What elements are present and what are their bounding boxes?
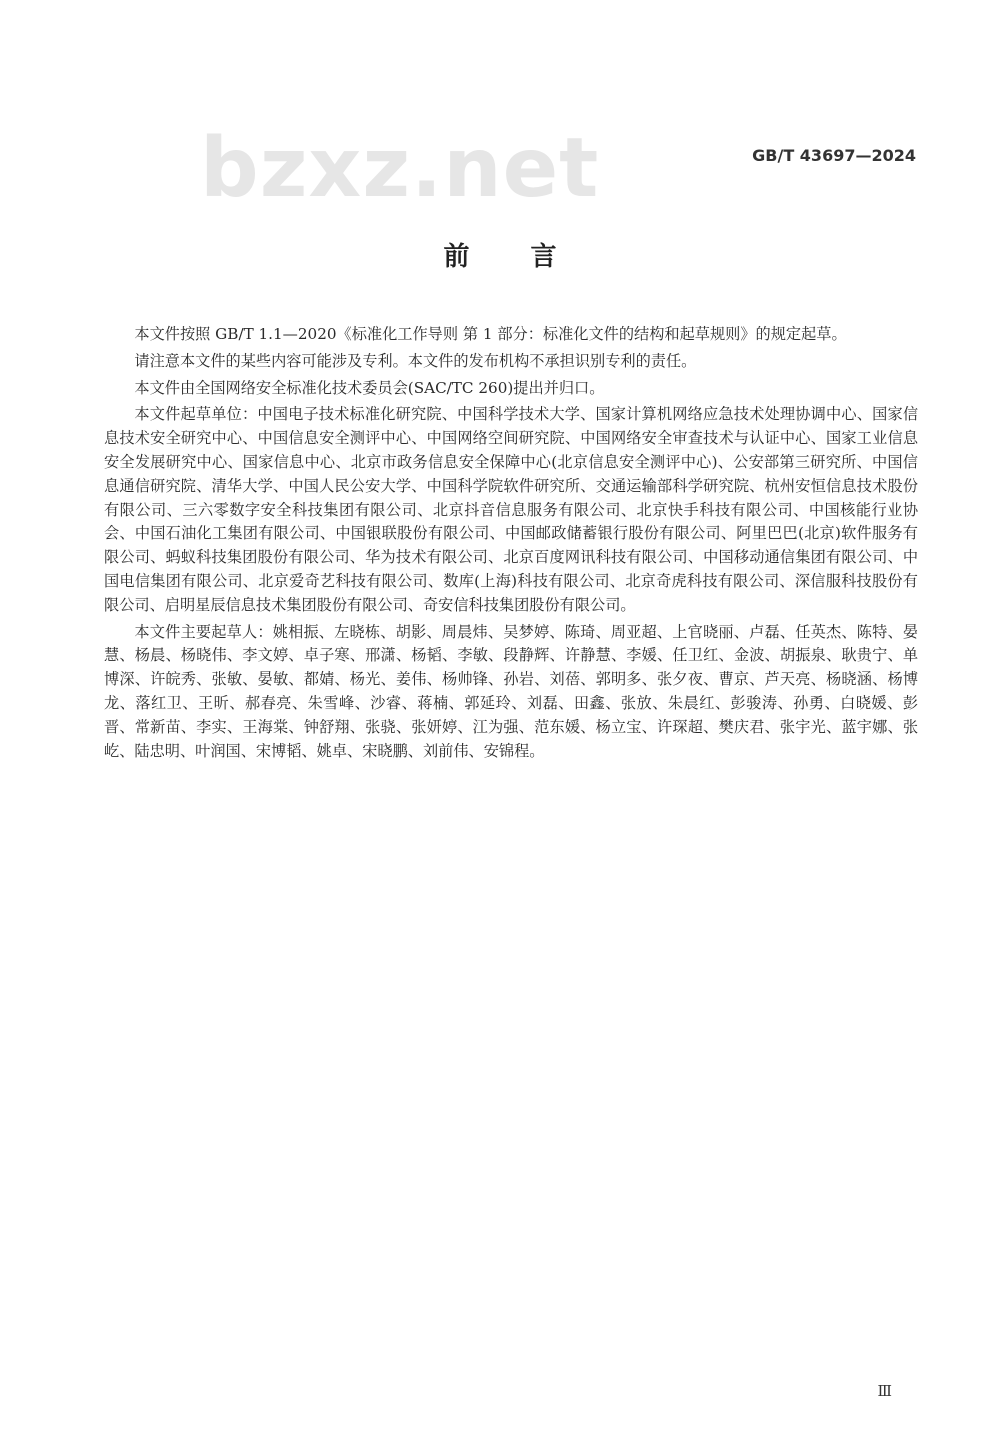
paragraph-patent-notice: 请注意本文件的某些内容可能涉及专利。本文件的发布机构不承担识别专利的责任。	[134, 351, 697, 370]
paragraph-drafting-units: 本文件起草单位：中国电子技术标准化研究院、中国科学技术大学、国家计算机网络应急技术处理协调中心、国家信息技术安全研究中心、中国信息安全测评中心、中国网络空间研究院、中国网络安全审查技术与认证中心、国家工业信息安全发展研究中心、国家信息中心、北京市政务信息安全保障中心(北京信息安全测评中心)、公安部第三研究所、中国信息通信研究院、清华大学、中国人民公安大学、中国科学院软件研究所、交通运输部科学研究院、杭州安恒信息技术股份有限公司、三六零数字安全科技集团有限公司、北京抖音信息服务有限公司、北京快手科技有限公司、中国核能行业协会、中国石油化工集团有限公司、中国银联股份有限公司、中国邮政储蓄银行股份有限公司、阿里巴巴(北京)软件服务有限公司、蚂蚁科技集团股份有限公司、华为技术有限公司、北京百度网讯科技有限公司、中国移动通信集团有限公司、中国电信集团有限公司、北京爱奇艺科技有限公司、数库(上海)科技有限公司、北京奇虎科技有限公司、深信服科技股份有限公司、启明星辰信息技术集团股份有限公司、奇安信科技集团股份有限公司。	[104, 405, 918, 614]
page-title: 前 言	[443, 242, 583, 272]
paragraph-drafting-rules: 本文件按照 GB/T 1.1—2020《标准化工作导则 第 1 部分：标准化文件的结构和起草规则》的规定起草。	[134, 325, 847, 343]
paragraph-drafters: 本文件主要起草人：姚相振、左晓栋、胡影、周晨炜、吴梦婷、陈琦、周亚超、上官晓丽、卢磊、任英杰、陈特、晏慧、杨晨、杨晓伟、李文婷、卓子寒、邢潇、杨韬、李敏、段静辉、许静慧、李媛、任卫红、金波、胡振泉、耿贵宁、单博深、许皖秀、张敏、晏敏、都婧、杨光、姜伟、杨帅锋、孙岩、刘蓓、郭明多、张夕夜、曹京、芦天亮、杨晓涵、杨博龙、落红卫、王昕、郝春亮、朱雪峰、沙睿、蒋楠、郭延玲、刘磊、田鑫、张放、朱晨红、彭骏涛、孙勇、白晓媛、彭晋、常新苗、李实、王海棠、钟舒翔、张骁、张妍婷、江为强、范东媛、杨立宝、许琛超、樊庆君、张宇光、蓝宇娜、张屹、陆忠明、叶润国、宋博韬、姚卓、宋晓鹏、刘前伟、安锦程。	[104, 622, 918, 760]
page-number: Ⅲ	[877, 1382, 892, 1400]
watermark: bzxz.net	[200, 121, 600, 216]
foreword-body	[104, 323, 918, 766]
standard-code: GB/T 43697—2024	[752, 146, 916, 165]
paragraph-proposer: 本文件由全国网络安全标准化技术委员会(SAC/TC 260)提出并归口。	[134, 378, 605, 397]
